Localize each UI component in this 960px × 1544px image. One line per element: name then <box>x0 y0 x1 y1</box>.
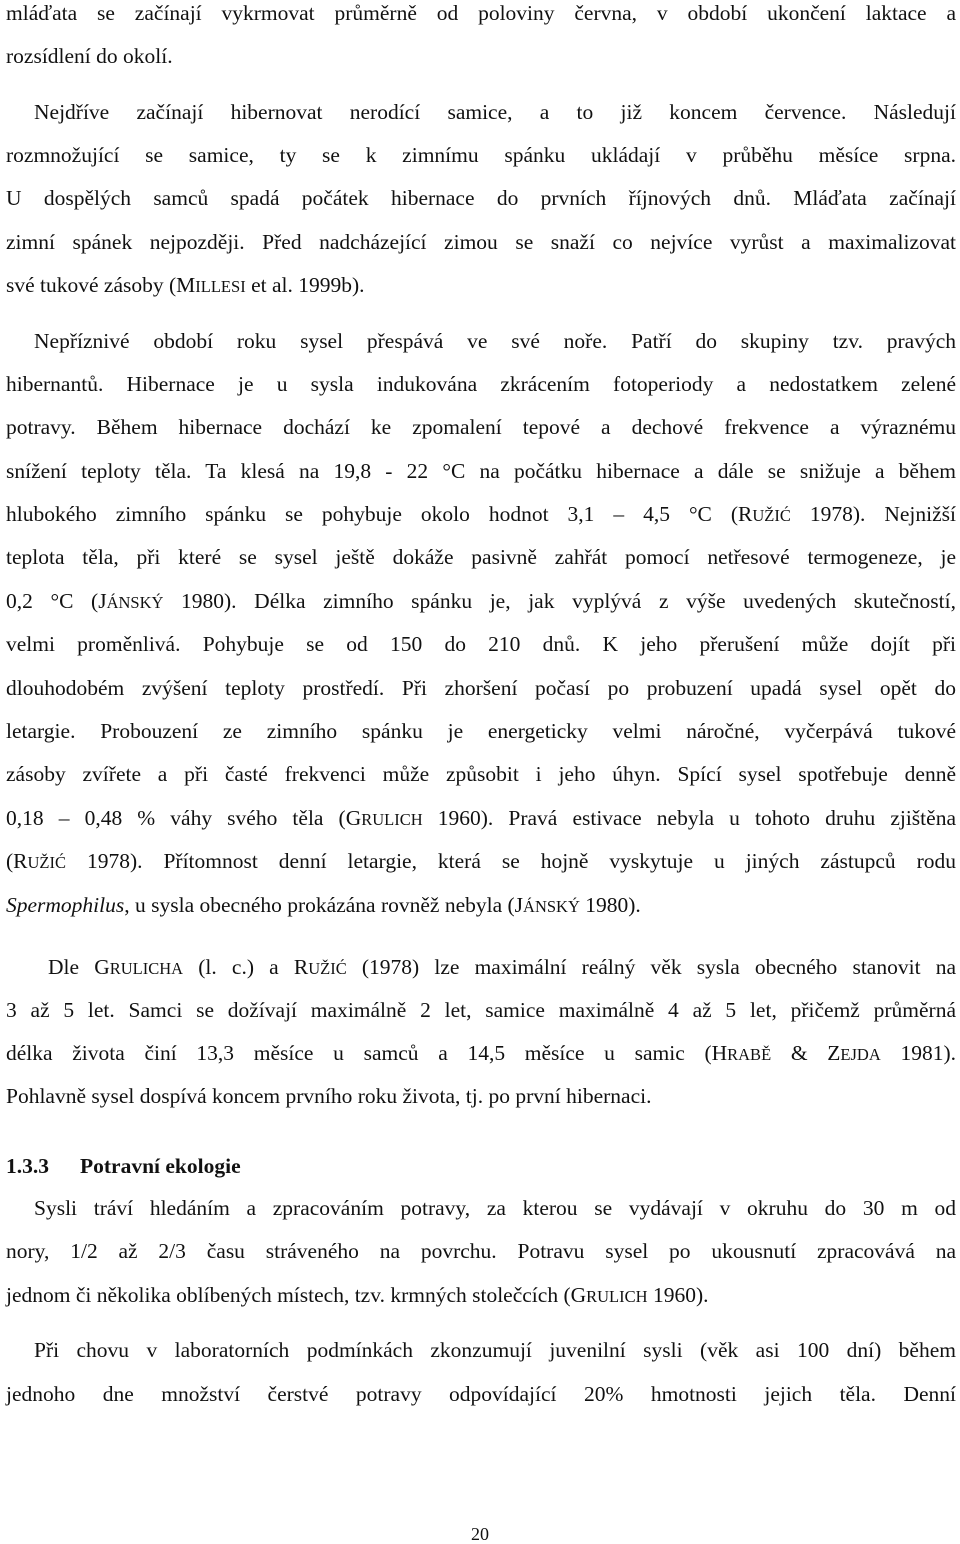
text-line: Dle GRULICHA (l. c.) a RUŽIĆ (1978) lze maximální reálný věk sysla obecného stanovit na <box>48 955 957 979</box>
text-line: teplota těla, při které se sysel ještě dokáže pasivně zahřát pomocí netřesové termogeneze, je <box>6 545 956 569</box>
page-number: 20 <box>471 1524 489 1544</box>
text-line: letargie. Probouzení ze zimního spánku je energeticky velmi náročné, vyčerpává tukové <box>6 719 956 743</box>
text-line: hibernantů. Hibernace je u sysla indukována zkrácením fotoperiody a nedostatkem zelené <box>6 372 956 396</box>
text-line: zásoby zvířete a při časté frekvenci může způsobit i jeho úhyn. Spící sysel spotřebuje denně <box>6 762 956 786</box>
text-line: 3 až 5 let. Samci se dožívají maximálně 2 let, samice maximálně 4 až 5 let, přičemž průměrná <box>6 998 956 1022</box>
text-line: velmi proměnlivá. Pohybuje se od 150 do 210 dnů. K jeho přerušení může dojít při <box>6 632 956 656</box>
section-heading <box>6 1153 956 1179</box>
text-line: snížení teploty těla. Ta klesá na 19,8 - 22 °C na počátku hibernace a dále se snižuje a během <box>6 459 956 483</box>
text-line: Pohlavně sysel dospívá koncem prvního roku života, tj. po první hibernaci. <box>6 1084 652 1108</box>
text-line: 0,2 °C (JÁNSKÝ 1980). Délka zimního spánku je, jak vyplývá z výše uvedených skutečností, <box>6 589 956 613</box>
text-line: své tukové zásoby (MILLESI et al. 1999b). <box>6 273 365 297</box>
text-line: mláďata se začínají vykrmovat průměrně od poloviny června, v období ukončení laktace a <box>6 1 956 25</box>
text-line: jednom či několika oblíbených místech, tzv. krmných stolečcích (GRULICH 1960). <box>6 1283 709 1307</box>
text-line: 0,18 – 0,48 % váhy svého těla (GRULICH 1960). Pravá estivace nebyla u tohoto druhu zjištěna <box>6 806 956 830</box>
text-line: U dospělých samců spadá počátek hibernace do prvních říjnových dnů. Mláďata začínají <box>6 186 956 210</box>
text-line: Sysli tráví hledáním a zpracováním potravy, za kterou se vydávají v okruhu do 30 m od <box>34 1196 956 1220</box>
text-line: potravy. Během hibernace dochází ke zpomalení tepové a dechové frekvence a výraznému <box>6 415 956 439</box>
text-line: zimní spánek nejpozději. Před nadcházející zimou se snaží co nejvíce vyrůst a maximalizovat <box>6 230 956 254</box>
text-line: rozmnožující se samice, ty se k zimnímu spánku ukládají v průběhu měsíce srpna. <box>6 143 956 167</box>
text-line: délka života činí 13,3 měsíce u samců a 14,5 měsíce u samic (HRABĚ & ZEJDA 1981). <box>6 1041 956 1065</box>
species-name: Spermophilus <box>6 893 125 917</box>
text-line: Nepříznivé období roku sysel přespává ve své noře. Patří do skupiny tzv. pravých <box>34 329 956 353</box>
section-number: 1.3.3 <box>6 1154 49 1178</box>
text-line: hlubokého zimního spánku se pohybuje okolo hodnot 3,1 – 4,5 °C (RUŽIĆ 1978). Nejnižší <box>6 502 956 526</box>
text-line: dlouhodobém zvýšení teploty prostředí. Při zhoršení počasí po probuzení upadá sysel opět do <box>6 676 956 700</box>
text-line: Nejdříve začínají hibernovat nerodící samice, a to již koncem července. Následují <box>34 100 956 124</box>
text-line: nory, 1/2 až 2/3 času stráveného na povrchu. Potravu sysel po ukousnutí zpracovává na <box>6 1239 956 1263</box>
text-line: jednoho dne množství čerstvé potravy odpovídající 20% hmotnosti jejich těla. Denní <box>6 1382 956 1406</box>
text-line: rozsídlení do okolí. <box>6 44 173 68</box>
text-line: (RUŽIĆ 1978). Přítomnost denní letargie, která se hojně vyskytuje u jiných zástupců rodu <box>6 849 956 873</box>
text-line: Při chovu v laboratorních podmínkách zkonzumují juvenilní sysli (věk asi 100 dní) během <box>34 1338 956 1362</box>
text-line: Spermophilus, u sysla obecného prokázána rovněž nebyla (JÁNSKÝ 1980). <box>6 893 641 917</box>
section-title: Potravní ekologie <box>80 1154 241 1178</box>
